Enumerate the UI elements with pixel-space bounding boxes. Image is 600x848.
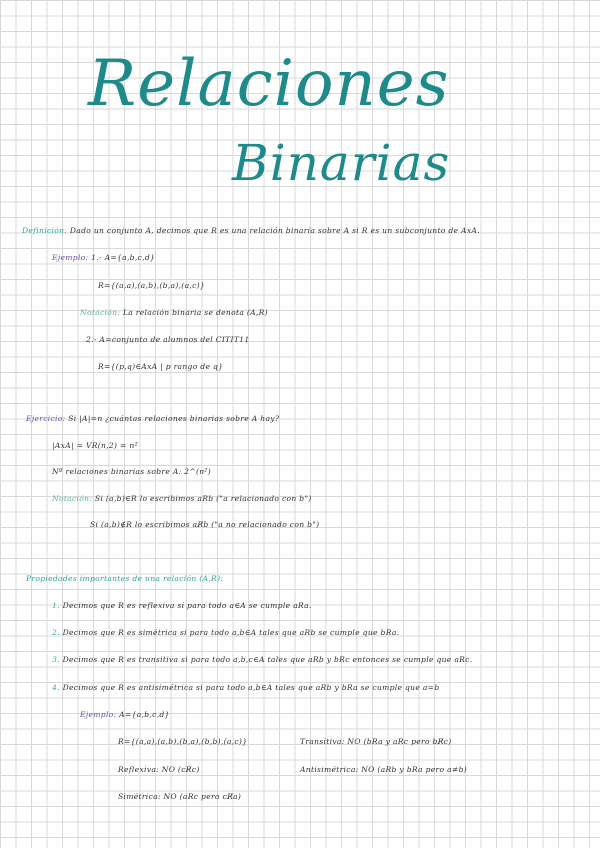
property-3-text: Decimos que R es transitiva si para todo a,b,c∈A tales que aRb y bRc entonces se cumple que aRc.: [62, 655, 473, 664]
property-3: [52, 655, 472, 664]
property-2-text: Decimos que R es simétrica si para todo a,b∈A tales que aRb se cumple que bRa.: [62, 628, 400, 637]
exercise-notation-line: [52, 494, 312, 503]
example1-label: Ejemplo:: [52, 253, 89, 262]
example1-relation2: R={(p,q)∈AxA | p rango de q}: [98, 362, 224, 371]
page-title-line1: Relaciones: [88, 47, 450, 121]
properties-heading: Propiedades importantes de una relación (A,R):: [26, 574, 224, 583]
property-3-number: 3.: [52, 655, 60, 664]
example1-item1: 1.- A={a,b,c,d}: [91, 253, 156, 262]
example2-reflexive: Reflexiva: NO (cR̸c): [118, 765, 200, 774]
example2-set: A={a,b,c,d}: [119, 710, 170, 719]
example1-notation-label: Notación:: [80, 308, 121, 317]
example2-antisymmetric: Antisimétrica: NO (aRb y bRa pero a≠b): [300, 765, 467, 774]
property-1-number: 1.: [52, 601, 60, 610]
property-1-text: Decimos que R es reflexiva si para todo a∈A se cumple aRa.: [62, 601, 312, 610]
exercise-notation-2: Si (a,b)∉R lo escribimos aR̸b ("a no relacionado con b"): [90, 520, 320, 529]
exercise-line1: |AxA| = VR(n,2) = n²: [52, 441, 138, 450]
exercise-notation-label: Notación:: [52, 494, 93, 503]
exercise-text: Si |A|=n ¿cuántas relaciones binarias sobre A hay?: [68, 414, 280, 423]
property-4: [52, 683, 439, 692]
property-4-text: Decimos que R es antisimétrica si para todo a,b∈A tales que aRb y bRa se cumple que a=b: [62, 683, 440, 692]
example2-relation: R={(a,a),(a,b),(b,a),(b,b),(a,c)}: [118, 737, 248, 746]
example1-notation-line: [80, 308, 268, 317]
example1-notation-text: La relación binaria se denota (A,R): [122, 308, 268, 317]
example1-line: [52, 253, 155, 262]
exercise-line: [26, 414, 279, 423]
property-2-number: 2.: [52, 628, 60, 637]
example2-line: [80, 710, 170, 719]
example1-relation: R={(a,a),(a,b),(b,a),(a,c)}: [98, 281, 206, 290]
definition-label: Definición:: [22, 226, 68, 235]
example1-item2: 2.- A=conjunto de alumnos del CITIT11: [86, 335, 250, 344]
example2-transitive: Transitiva: NO (bRa y aRc pero bR̸c): [300, 737, 452, 746]
exercise-line2: Nº relaciones binarias sobre A: 2^(n²): [52, 467, 212, 476]
definition-line: [22, 226, 480, 235]
page-title-line2: Binarias: [232, 134, 451, 192]
property-4-number: 4.: [52, 683, 60, 692]
exercise-notation-1: Si (a,b)∈R lo escribimos aRb ("a relacionado con b"): [94, 494, 312, 503]
property-1: [52, 601, 312, 610]
property-2: [52, 628, 399, 637]
example2-label: Ejemplo:: [80, 710, 117, 719]
exercise-label: Ejercicio:: [26, 414, 66, 423]
definition-text: Dado un conjunto A, decimos que R es una relación binaria sobre A si R es un subconjunto de AxA.: [69, 226, 480, 235]
example2-symmetric: Simétrica: NO (aRc pero cR̸a): [118, 792, 242, 801]
